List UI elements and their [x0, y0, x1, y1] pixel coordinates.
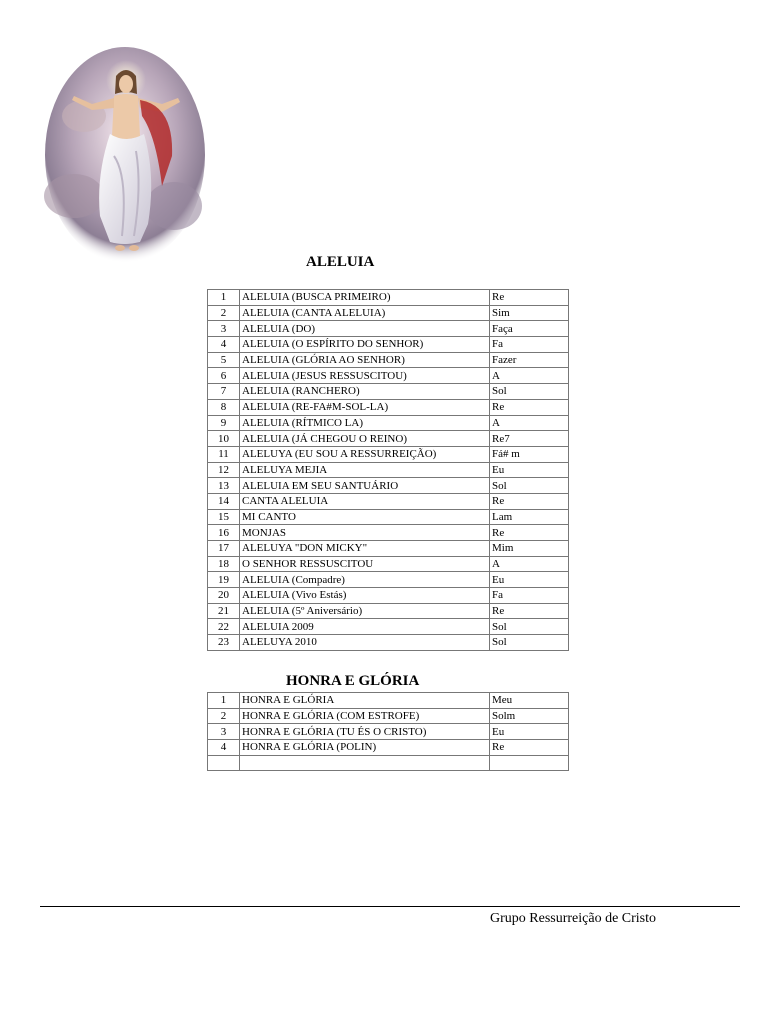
- song-title: MI CANTO: [240, 509, 490, 525]
- footer-divider: [40, 906, 740, 907]
- song-title: ALELUYA "DON MICKY": [240, 541, 490, 557]
- song-key: Sol: [490, 384, 569, 400]
- song-key: A: [490, 415, 569, 431]
- song-number: 15: [208, 509, 240, 525]
- table-row: [208, 290, 569, 306]
- song-key: Re: [490, 603, 569, 619]
- song-title: ALELUYA 2010: [240, 635, 490, 651]
- song-key: Solm: [490, 708, 569, 724]
- risen-christ-illustration: [44, 46, 206, 264]
- song-number: 1: [208, 693, 240, 709]
- song-title: ALELUIA (BUSCA PRIMEIRO): [240, 290, 490, 306]
- table-row: [208, 368, 569, 384]
- aleluia-table: [207, 289, 569, 651]
- song-title: ALELUIA (JESUS RESSUSCITOU): [240, 368, 490, 384]
- table-row: [208, 588, 569, 604]
- song-title: ALELUIA (DO): [240, 321, 490, 337]
- song-key: Eu: [490, 572, 569, 588]
- song-title: ALELUIA (CANTA ALELUIA): [240, 305, 490, 321]
- song-number: 3: [208, 321, 240, 337]
- table-row: [208, 384, 569, 400]
- song-number: 4: [208, 740, 240, 756]
- song-number: [208, 755, 240, 771]
- song-key: Re: [490, 525, 569, 541]
- aleluia-section-title: ALELUIA: [306, 254, 375, 270]
- song-number: 11: [208, 446, 240, 462]
- song-number: 16: [208, 525, 240, 541]
- song-key: Sol: [490, 635, 569, 651]
- song-number: 19: [208, 572, 240, 588]
- song-number: 18: [208, 556, 240, 572]
- song-key: Re: [490, 740, 569, 756]
- song-number: 13: [208, 478, 240, 494]
- song-title: ALELUIA (RANCHERO): [240, 384, 490, 400]
- table-row: [208, 493, 569, 509]
- song-number: 14: [208, 493, 240, 509]
- song-title: ALELUIA (5º Aniversário): [240, 603, 490, 619]
- table-row: [208, 619, 569, 635]
- song-title: HONRA E GLÓRIA (COM ESTROFE): [240, 708, 490, 724]
- table-row: [208, 305, 569, 321]
- song-number: 6: [208, 368, 240, 384]
- song-number: 23: [208, 635, 240, 651]
- song-number: 20: [208, 588, 240, 604]
- table-row: [208, 446, 569, 462]
- song-title: ALELUIA 2009: [240, 619, 490, 635]
- song-title: ALELUIA (Compadre): [240, 572, 490, 588]
- table-row: [208, 321, 569, 337]
- song-key: Faça: [490, 321, 569, 337]
- song-key: Fazer: [490, 352, 569, 368]
- song-title: HONRA E GLÓRIA (POLIN): [240, 740, 490, 756]
- song-number: 10: [208, 431, 240, 447]
- song-title: ALELUIA (O ESPÍRITO DO SENHOR): [240, 337, 490, 353]
- song-title: HONRA E GLÓRIA (TU ÉS O CRISTO): [240, 724, 490, 740]
- honra-e-gloria-section-title: HONRA E GLÓRIA: [286, 673, 420, 689]
- table-row: [208, 337, 569, 353]
- song-title: ALELUIA EM SEU SANTUÁRIO: [240, 478, 490, 494]
- song-key: Eu: [490, 724, 569, 740]
- table-row: [208, 740, 569, 756]
- song-title: CANTA ALELUIA: [240, 493, 490, 509]
- song-key: Re: [490, 399, 569, 415]
- table-row: [208, 755, 569, 771]
- table-row: [208, 708, 569, 724]
- song-key: Sol: [490, 619, 569, 635]
- song-number: 22: [208, 619, 240, 635]
- song-title: [240, 755, 490, 771]
- song-key: A: [490, 556, 569, 572]
- song-title: ALELUIA (GLÓRIA AO SENHOR): [240, 352, 490, 368]
- table-row: [208, 693, 569, 709]
- honra-e-gloria-table: [207, 692, 569, 771]
- song-key: Eu: [490, 462, 569, 478]
- table-row: [208, 399, 569, 415]
- song-title: ALELUIA (JÁ CHEGOU O REINO): [240, 431, 490, 447]
- song-key: Fá# m: [490, 446, 569, 462]
- song-key: Re: [490, 493, 569, 509]
- song-key: A: [490, 368, 569, 384]
- table-row: [208, 635, 569, 651]
- risen-christ-image: [44, 46, 206, 264]
- song-key: Sim: [490, 305, 569, 321]
- song-number: 1: [208, 290, 240, 306]
- song-key: Re7: [490, 431, 569, 447]
- table-row: [208, 541, 569, 557]
- song-title: ALELUIA (Vivo Estás): [240, 588, 490, 604]
- table-row: [208, 572, 569, 588]
- table-row: [208, 431, 569, 447]
- song-key: Lam: [490, 509, 569, 525]
- song-number: 3: [208, 724, 240, 740]
- song-title: ALELUIA (RÍTMICO LA): [240, 415, 490, 431]
- song-key: Mim: [490, 541, 569, 557]
- table-row: [208, 509, 569, 525]
- song-number: 12: [208, 462, 240, 478]
- song-key: Sol: [490, 478, 569, 494]
- table-row: [208, 462, 569, 478]
- table-row: [208, 525, 569, 541]
- song-number: 9: [208, 415, 240, 431]
- song-number: 21: [208, 603, 240, 619]
- song-title: HONRA E GLÓRIA: [240, 693, 490, 709]
- table-row: [208, 478, 569, 494]
- song-number: 2: [208, 708, 240, 724]
- song-title: MONJAS: [240, 525, 490, 541]
- table-row: [208, 415, 569, 431]
- song-number: 4: [208, 337, 240, 353]
- table-row: [208, 556, 569, 572]
- song-number: 8: [208, 399, 240, 415]
- song-number: 5: [208, 352, 240, 368]
- table-row: [208, 724, 569, 740]
- table-row: [208, 352, 569, 368]
- song-title: ALELUYA MEJIA: [240, 462, 490, 478]
- song-title: O SENHOR RESSUSCITOU: [240, 556, 490, 572]
- song-title: ALELUYA (EU SOU A RESSURREIÇÃO): [240, 446, 490, 462]
- song-key: [490, 755, 569, 771]
- song-key: Fa: [490, 337, 569, 353]
- footer-text: Grupo Ressurreição de Cristo: [490, 911, 657, 926]
- song-number: 7: [208, 384, 240, 400]
- song-title: ALELUIA (RE-FA#M-SOL-LA): [240, 399, 490, 415]
- song-number: 17: [208, 541, 240, 557]
- song-number: 2: [208, 305, 240, 321]
- song-key: Meu: [490, 693, 569, 709]
- song-key: Re: [490, 290, 569, 306]
- song-key: Fa: [490, 588, 569, 604]
- table-row: [208, 603, 569, 619]
